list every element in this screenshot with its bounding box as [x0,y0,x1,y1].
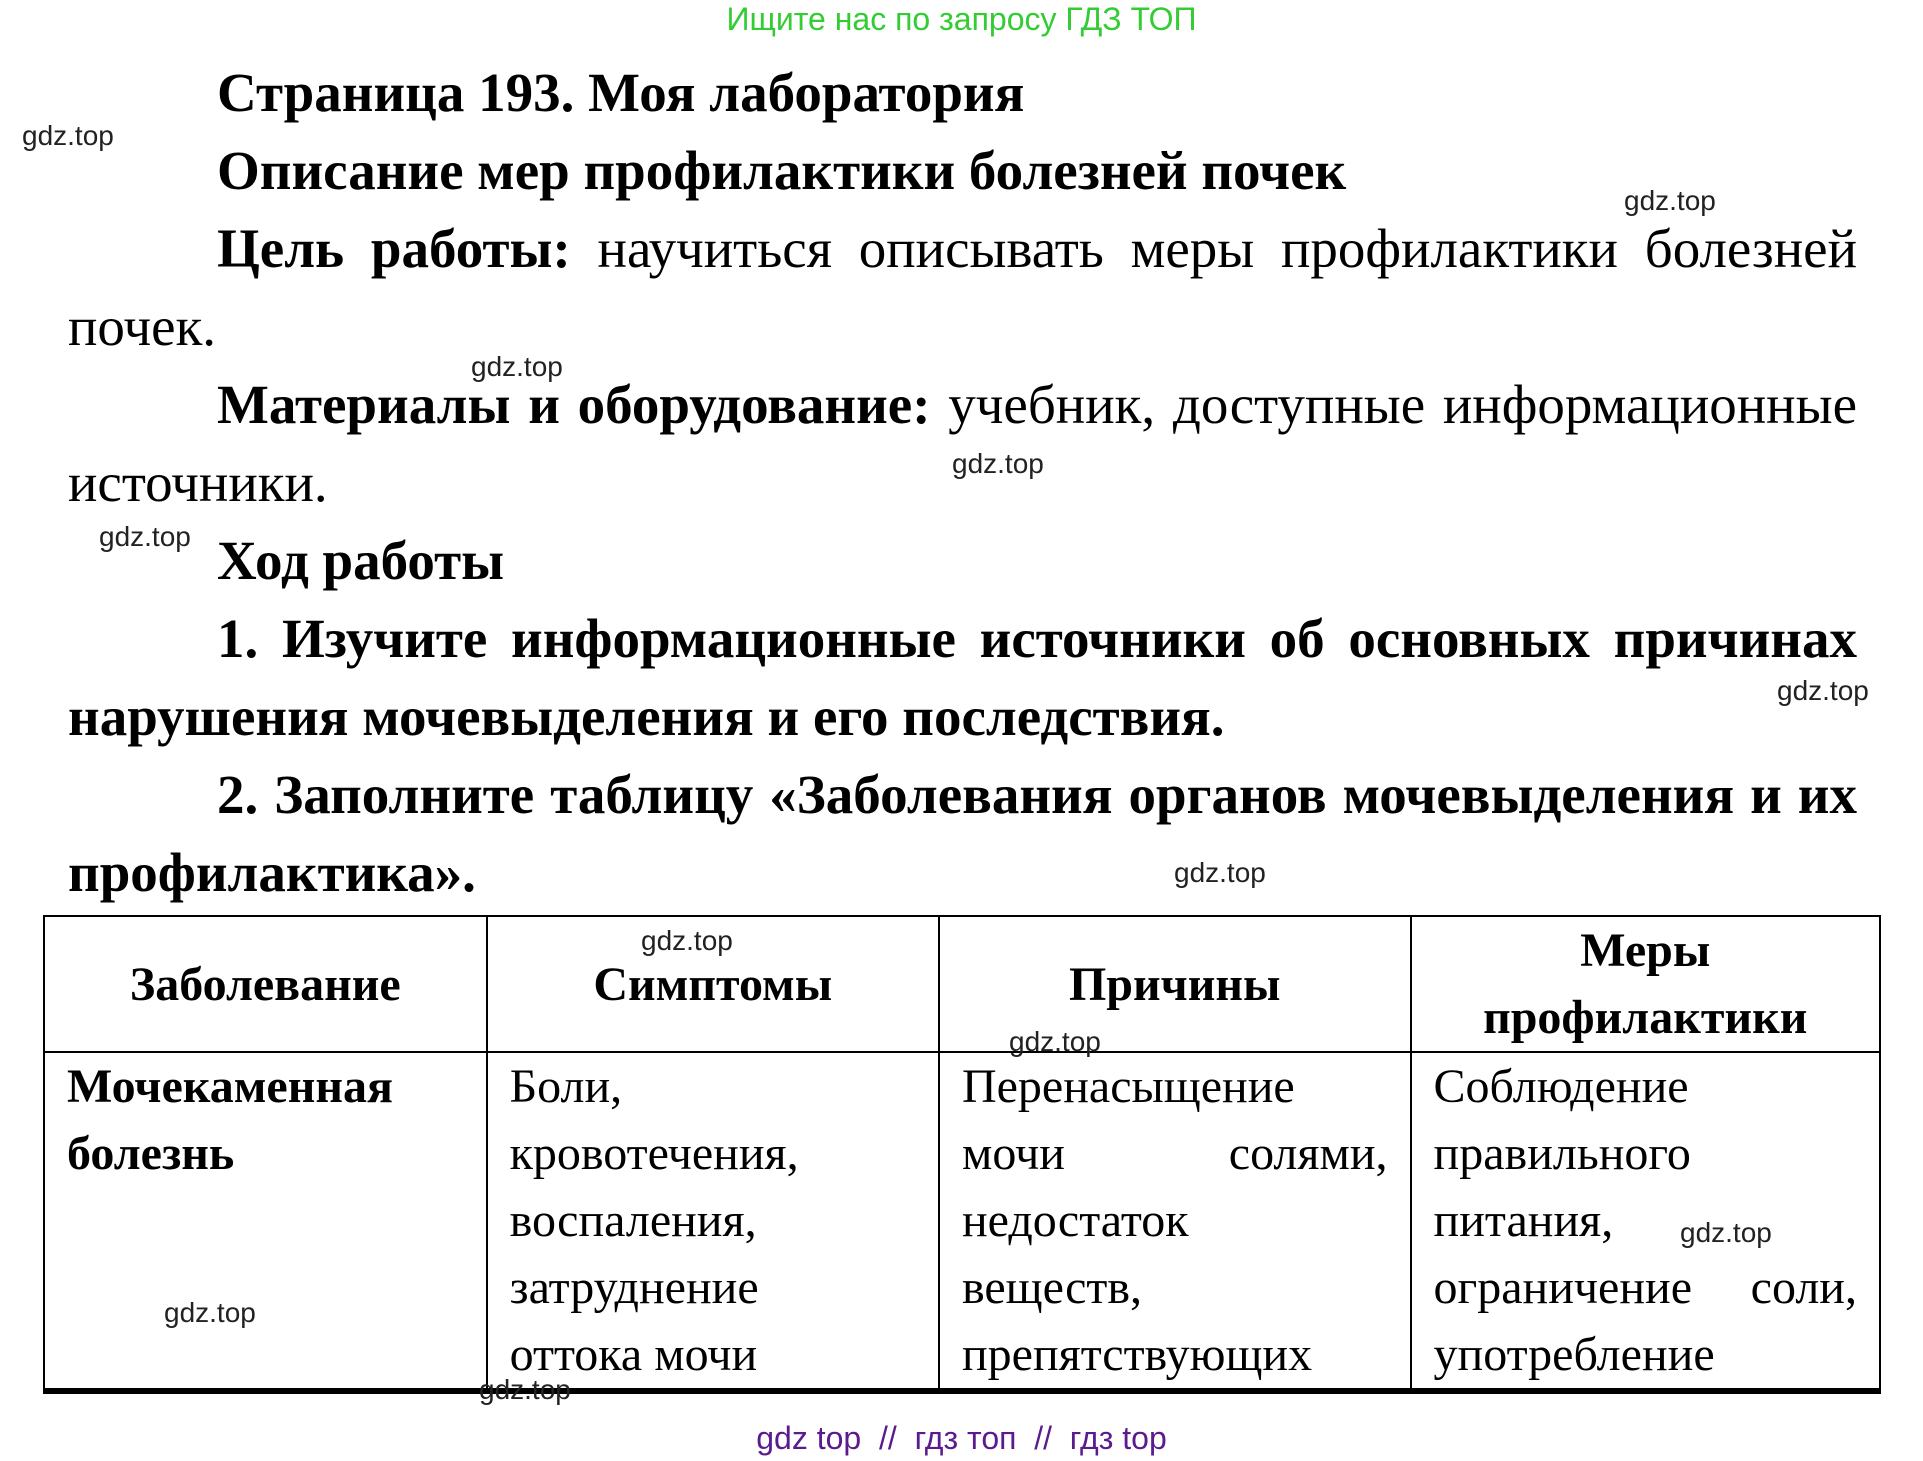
watermark: gdz.top [1624,185,1716,216]
cell-symptoms [487,1052,939,1391]
prevention-line: употребление [1433,1328,1715,1381]
cause-line: веществ, [961,1261,1143,1314]
watermark: gdz.top [641,925,733,956]
watermark: gdz.top [22,120,114,151]
materials-text: учебник, доступные информационные источники. [68,374,1857,513]
materials-label: Материалы и оборудование: [217,374,931,435]
cause-line: Перенасыщение [961,1060,1295,1113]
prevention-line: правильного [1433,1127,1691,1180]
watermark: gdz.top [479,1374,571,1405]
symptom-line: затруднение [509,1261,759,1314]
cell-prevention [1411,1052,1880,1391]
cell-causes [939,1052,1411,1391]
header-symptoms: Симптомы [487,916,939,1052]
symptom-line: Боли, [509,1060,623,1113]
cell-disease: Мочекаменная болезнь [44,1052,487,1391]
table-header-row [44,916,1880,1052]
document-body [68,54,1857,912]
cause-line: препятствующих [961,1328,1313,1381]
goal-paragraph [68,210,1857,366]
watermark: gdz.top [1174,857,1266,888]
search-banner[interactable]: Ищите нас по запросу ГДЗ ТОП [726,1,1197,37]
table-row [44,1052,1880,1391]
symptom-line: оттока мочи [509,1328,758,1381]
symptom-line: воспаления, [509,1194,757,1247]
footer-links[interactable]: gdz top // гдз топ // гдз top [756,1420,1167,1456]
symptom-line: кровотечения, [509,1127,799,1180]
lab-subtitle: Описание мер профилактики болезней почек [217,140,1347,201]
prevention-line: питания, [1433,1194,1614,1247]
watermark: gdz.top [952,448,1044,479]
watermark: gdz.top [1009,1026,1101,1057]
cause-line: недостаток [961,1194,1189,1247]
header-causes: Причины [939,916,1411,1052]
prevention-line: ограничение соли, [1433,1261,1857,1314]
goal-label: Цель работы: [217,218,571,279]
watermark: gdz.top [1680,1217,1772,1248]
watermark: gdz.top [1777,675,1869,706]
step-2: 2. Заполните таблицу «Заболевания органов мочевыделения и их профилактика». [68,764,1857,903]
step-1: 1. Изучите информационные источники об основных причинах нарушения мочевыделения и его последствия. [68,608,1857,747]
cause-line: мочи солями, [961,1127,1388,1180]
prevention-line: Соблюдение [1433,1060,1689,1113]
page-title: Страница 193. Моя лаборатория [217,62,1025,123]
procedure-heading: Ход работы [217,530,505,591]
watermark: gdz.top [164,1297,256,1328]
header-disease: Заболевание [44,916,487,1052]
watermark: gdz.top [471,351,563,382]
goal-text: научиться описывать меры профилактики болезней почек. [68,218,1857,357]
materials-paragraph [68,366,1857,522]
watermark: gdz.top [99,521,191,552]
header-prevention: Меры профилактики [1411,916,1880,1052]
disease-table [43,915,1881,1394]
